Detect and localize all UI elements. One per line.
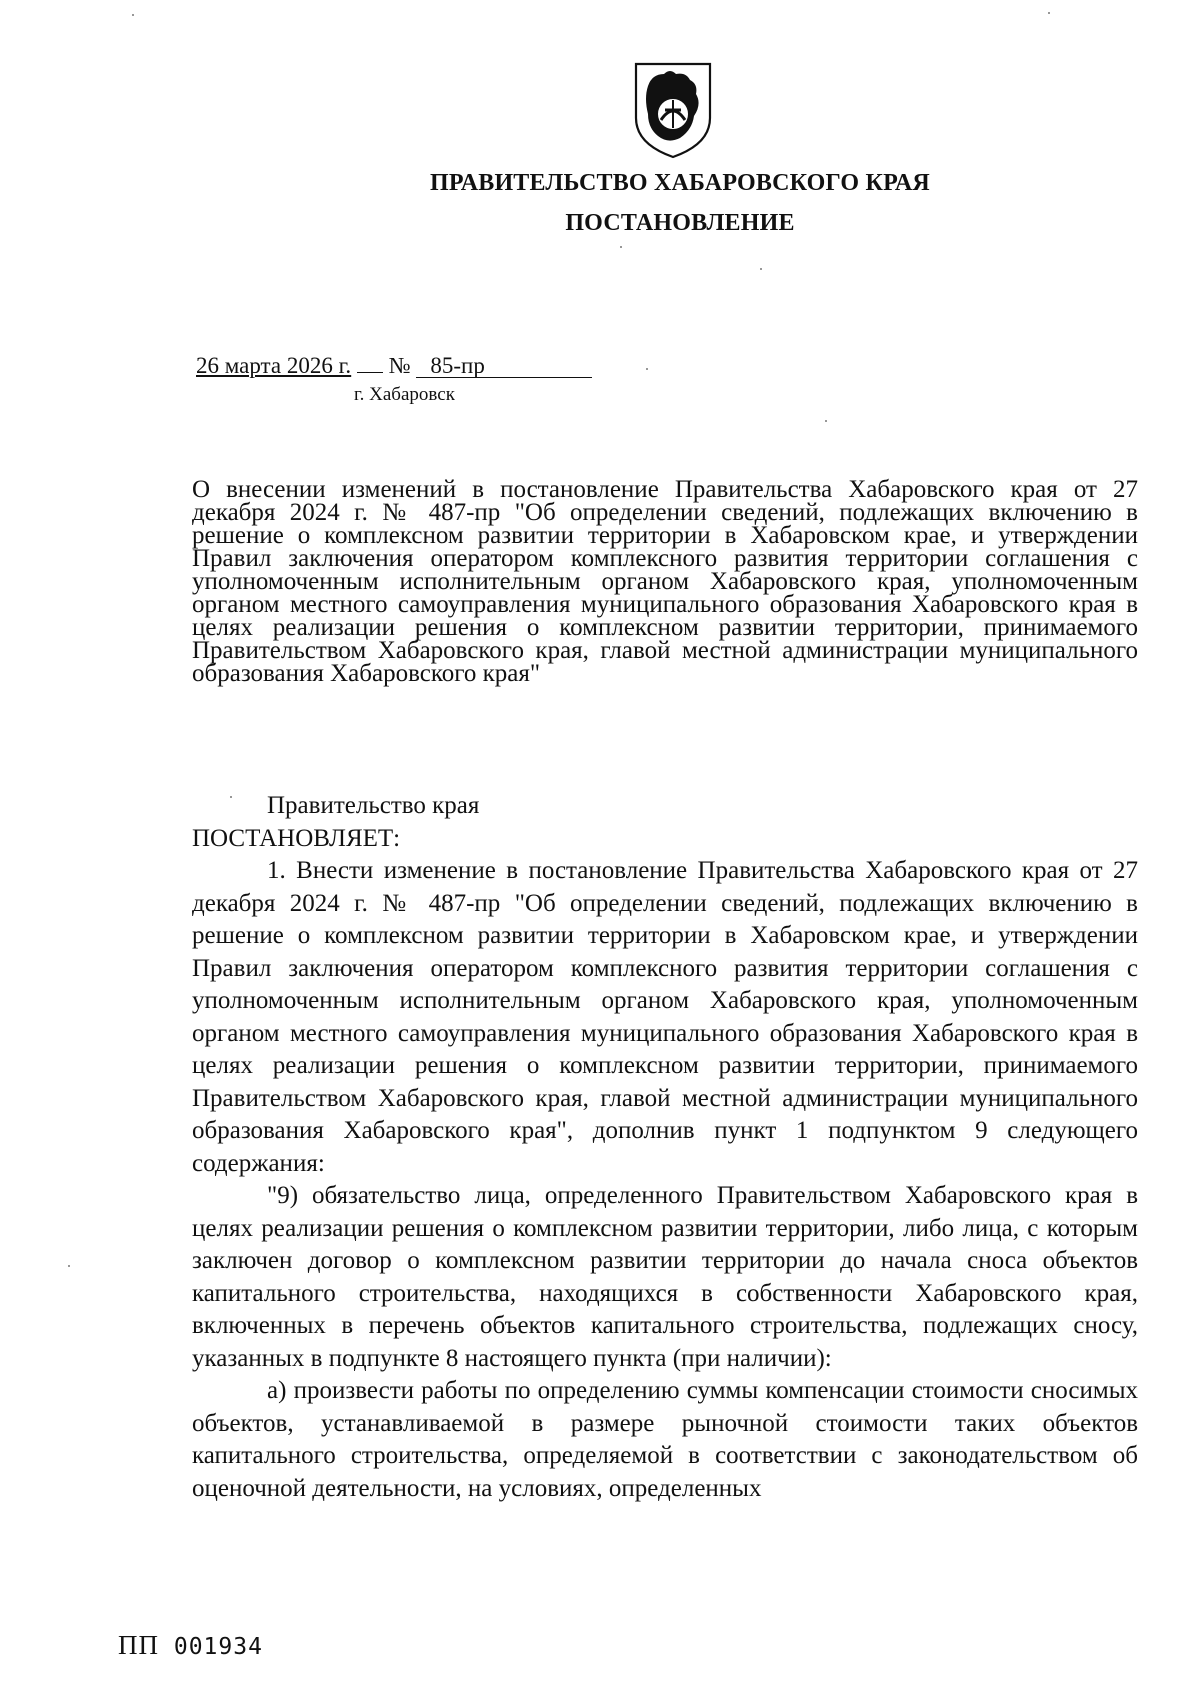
scan-speck [68,1265,70,1267]
organization-title: ПРАВИТЕЛЬСТВО ХАБАРОВСКОГО КРАЯ [430,170,930,196]
serial-number [118,1630,263,1661]
paragraph-1: 1. Внести изменение в постановление Правительства Хабаровского края от 27 декабря 2024 г. № 487-пр "Об определении сведений, подлежащих включению в решение о комплексном развитии территории в Хабаровском крае, и утверждении Правил заключения оператором комплексного развития территории соглашения с уполномоченным исполнительным органом Хабаровского края, уполномоченным органом местного самоуправления муниципального образования Хабаровского края в целях реализации решения о комплексном развитии территории, принимаемого Правительством Хабаровского края, главой местной администрации муниципального образования Хабаровского края", дополнив пункт 1 подпунктом 9 следующего содержания: [192,857,1138,1177]
document-subject: О внесении изменений в постановление Правительства Хабаровского края от 27 декабря 2024 г. № 487-пр "Об определении сведений, подлежащих включению в решение о комплексном развитии территории в Хабаровском крае, и утверждении Правил заключения оператором комплексного развития территории соглашения с уполномоченным исполнительным органом Хабаровского края, уполномоченным органом местного самоуправления муниципального образования Хабаровского края в целях реализации решения о комплексном развитии территории, принимаемого Правительством Хабаровского края, главой местной администрации муниципального образования Хабаровского края" [192,476,1138,687]
scan-speck [132,14,134,16]
authority-line: Правительство края [267,792,480,819]
scan-speck [620,246,622,248]
paragraph-2: "9) обязательство лица, определенного Правительством Хабаровского края в целях реализации решения о комплексном развитии территории, либо лица, с которым заключен договор о комплексном развитии территории до начала сноса объектов капитального строительства, находящихся в собственности Хабаровского края, включенных в перечень объектов капитального строительства, подлежащих сносу, указанных в подпункте 8 настоящего пункта (при наличии): [192,1182,1138,1372]
document-date: 26 марта 2026 г. [196,353,352,378]
scan-speck [1048,12,1050,14]
scan-speck [230,796,232,798]
paragraph-3: а) произвести работы по определению суммы компенсации стоимости сносимых объектов, устанавливаемой в размере рыночной стоимости таких объектов капитального строительства, определяемой в соответствии с законодательством об оценочной деятельности, на условиях, определенных [192,1377,1138,1502]
document-city: г. Хабаровск [354,384,455,405]
scan-speck [646,368,648,370]
scan-speck [825,420,827,422]
serial-series: ПП [118,1630,159,1660]
document-type: ПОСТАНОВЛЕНИЕ [565,210,795,236]
serial-digits: 001934 [173,1634,263,1660]
resolves-line: ПОСТАНОВЛЯЕТ: [192,824,401,852]
document-number: 85-пр [416,355,592,378]
document-body [192,790,1138,1505]
number-label: № [388,353,411,378]
scan-speck [760,268,762,270]
coat-of-arms-icon [630,60,716,160]
date-number-line [196,353,592,379]
